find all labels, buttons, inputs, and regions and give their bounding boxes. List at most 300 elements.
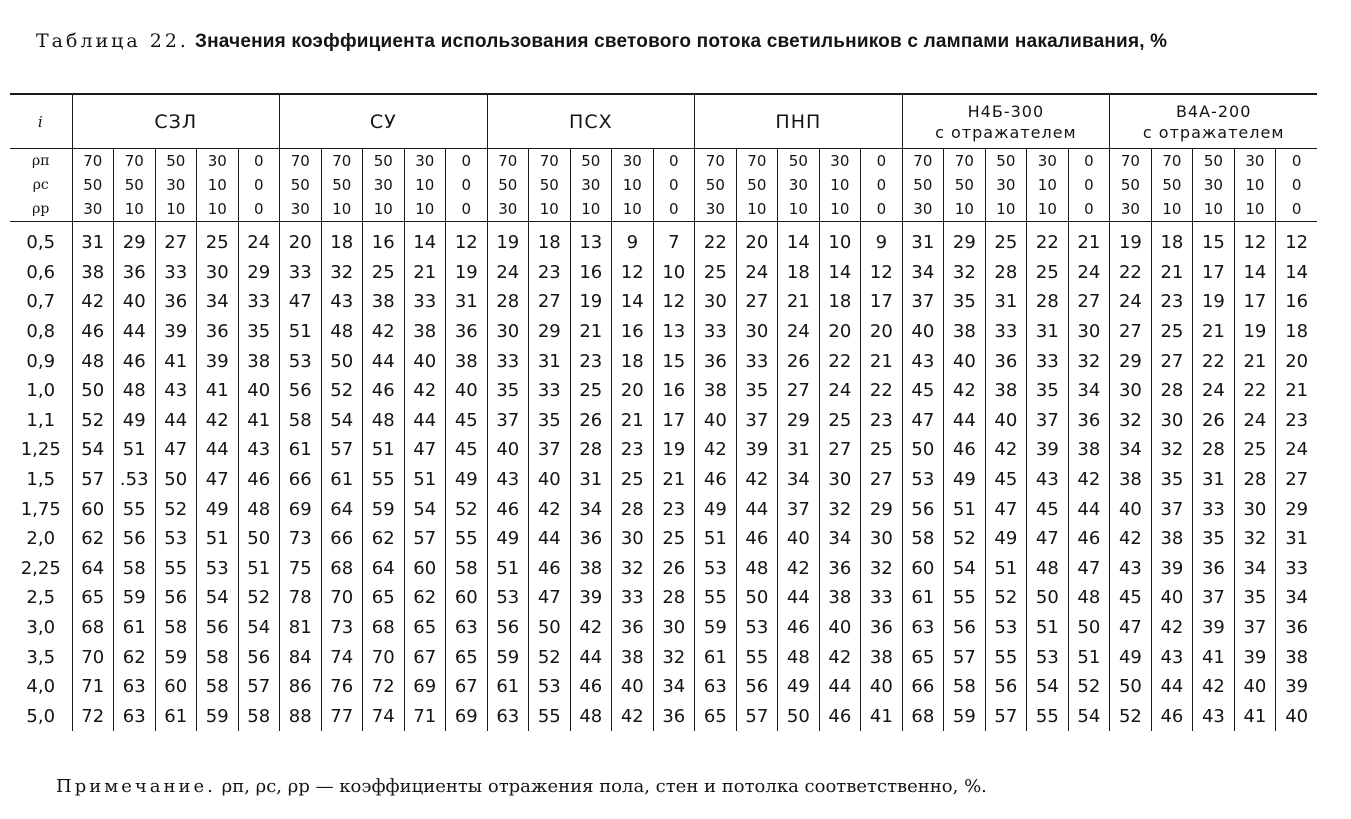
coefficient-cell: 56 xyxy=(238,642,280,672)
table-row xyxy=(10,554,1317,584)
reflectance-value: 30 xyxy=(1027,149,1069,174)
coefficient-cell: 68 xyxy=(363,613,405,643)
coefficient-cell: 49 xyxy=(985,524,1027,554)
coefficient-cell: 53 xyxy=(1027,642,1069,672)
coefficient-cell: 46 xyxy=(114,346,156,376)
coefficient-cell: 9 xyxy=(861,222,903,258)
coefficient-cell: 59 xyxy=(363,494,405,524)
group-header-1 xyxy=(280,94,488,149)
coefficient-cell: 76 xyxy=(321,672,363,702)
reflectance-value: 70 xyxy=(902,149,944,174)
reflectance-value: 70 xyxy=(1110,149,1152,174)
coefficient-cell: 68 xyxy=(72,613,114,643)
reflectance-value: 30 xyxy=(695,197,737,222)
coefficient-cell: 56 xyxy=(736,672,778,702)
coefficient-cell: 42 xyxy=(363,317,405,347)
coefficient-cell: 56 xyxy=(944,613,986,643)
coefficient-cell: 19 xyxy=(1110,222,1152,258)
table-row xyxy=(10,613,1317,643)
coefficient-cell: 46 xyxy=(695,465,737,495)
coefficient-cell: 32 xyxy=(1068,346,1110,376)
reflectance-value: 0 xyxy=(1068,149,1110,174)
reflectance-label: ρр xyxy=(10,197,72,222)
group-header-2 xyxy=(487,94,695,149)
coefficient-cell: 23 xyxy=(1276,406,1318,436)
coefficient-cell: 54 xyxy=(238,613,280,643)
coefficient-cell: 69 xyxy=(446,702,488,732)
coefficient-cell: 55 xyxy=(695,583,737,613)
reflectance-value: 70 xyxy=(280,149,322,174)
coefficient-cell: 47 xyxy=(529,583,571,613)
coefficient-cell: 30 xyxy=(1110,376,1152,406)
coefficient-cell: 27 xyxy=(1151,346,1193,376)
coefficient-cell: 55 xyxy=(985,642,1027,672)
reflectance-value: 10 xyxy=(736,197,778,222)
coefficient-cell: 15 xyxy=(653,346,695,376)
coefficient-cell: 55 xyxy=(1027,702,1069,732)
coefficient-cell: 42 xyxy=(529,494,571,524)
coefficient-cell: 41 xyxy=(861,702,903,732)
coefficient-cell: 43 xyxy=(487,465,529,495)
reflectance-value: 0 xyxy=(446,149,488,174)
coefficient-cell: 49 xyxy=(197,494,239,524)
coefficient-cell: 52 xyxy=(446,494,488,524)
coefficient-cell: 48 xyxy=(114,376,156,406)
coefficient-cell: 49 xyxy=(944,465,986,495)
coefficient-cell: 64 xyxy=(321,494,363,524)
coefficient-cell: 41 xyxy=(238,406,280,436)
coefficient-cell: 29 xyxy=(778,406,820,436)
coefficient-cell: 9 xyxy=(612,222,654,258)
reflectance-value: 10 xyxy=(1027,173,1069,197)
group-subtitle: с отражателем xyxy=(1142,122,1285,142)
coefficient-cell: 51 xyxy=(1068,642,1110,672)
coefficient-cell: 38 xyxy=(1151,524,1193,554)
coefficient-cell: 35 xyxy=(944,287,986,317)
reflectance-row-walls xyxy=(10,173,1317,197)
coefficient-cell: 41 xyxy=(197,376,239,406)
coefficient-cell: 49 xyxy=(446,465,488,495)
coefficient-cell: 38 xyxy=(1068,435,1110,465)
coefficient-cell: 20 xyxy=(612,376,654,406)
reflectance-value: 0 xyxy=(1068,197,1110,222)
group-header-4 xyxy=(902,94,1110,149)
coefficient-cell: 30 xyxy=(612,524,654,554)
reflectance-value: 10 xyxy=(363,197,405,222)
coefficient-cell: 36 xyxy=(1193,554,1235,584)
coefficient-cell: 38 xyxy=(1276,642,1318,672)
coefficient-cell: 42 xyxy=(985,435,1027,465)
coefficient-cell: 31 xyxy=(446,287,488,317)
coefficient-cell: 25 xyxy=(197,222,239,258)
coefficient-cell: 28 xyxy=(487,287,529,317)
coefficient-cell: 59 xyxy=(197,702,239,732)
coefficient-cell: 68 xyxy=(321,554,363,584)
coefficient-cell: 42 xyxy=(570,613,612,643)
reflectance-value: 50 xyxy=(736,173,778,197)
coefficient-cell: 52 xyxy=(155,494,197,524)
coefficient-cell: 12 xyxy=(446,222,488,258)
coefficient-cell: 24 xyxy=(1110,287,1152,317)
coefficient-cell: 65 xyxy=(695,702,737,732)
coefficient-cell: 25 xyxy=(612,465,654,495)
reflectance-value: 10 xyxy=(819,197,861,222)
coefficient-cell: 34 xyxy=(819,524,861,554)
coefficient-cell: 81 xyxy=(280,613,322,643)
coefficient-cell: 52 xyxy=(238,583,280,613)
coefficient-cell: 28 xyxy=(653,583,695,613)
coefficient-cell: 37 xyxy=(1027,406,1069,436)
coefficient-cell: 46 xyxy=(363,376,405,406)
coefficient-cell: 47 xyxy=(1068,554,1110,584)
coefficient-cell: 40 xyxy=(446,376,488,406)
room-index-cell: 0,7 xyxy=(26,291,56,313)
coefficient-cell: 33 xyxy=(736,346,778,376)
coefficient-cell: 40 xyxy=(1276,702,1318,732)
reflectance-value: 50 xyxy=(363,149,405,174)
reflectance-value: 0 xyxy=(653,149,695,174)
coefficient-cell: 66 xyxy=(321,524,363,554)
coefficient-cell: 30 xyxy=(819,465,861,495)
group-header-0 xyxy=(72,94,280,149)
coefficient-cell: 42 xyxy=(72,287,114,317)
coefficient-cell: 27 xyxy=(155,222,197,258)
coefficient-cell: 37 xyxy=(1234,613,1276,643)
reflectance-value: 50 xyxy=(114,173,156,197)
coefficient-cell: 40 xyxy=(612,672,654,702)
coefficient-cell: 72 xyxy=(363,672,405,702)
coefficient-cell: 48 xyxy=(1068,583,1110,613)
coefficient-cell: 15 xyxy=(1193,222,1235,258)
coefficient-cell: 56 xyxy=(197,613,239,643)
coefficient-cell: 12 xyxy=(1276,222,1318,258)
coefficient-cell: 10 xyxy=(653,258,695,288)
room-index-cell: 2,5 xyxy=(26,587,56,609)
coefficient-cell: 24 xyxy=(778,317,820,347)
coefficient-cell: 19 xyxy=(1234,317,1276,347)
coefficient-cell: 22 xyxy=(861,376,903,406)
coefficient-cell: 41 xyxy=(1234,702,1276,732)
coefficient-cell: 37 xyxy=(778,494,820,524)
coefficient-cell: 27 xyxy=(1276,465,1318,495)
coefficient-cell: 33 xyxy=(985,317,1027,347)
reflectance-value: 30 xyxy=(487,197,529,222)
coefficient-cell: 36 xyxy=(155,287,197,317)
coefficient-cell: 26 xyxy=(778,346,820,376)
coefficient-cell: 36 xyxy=(570,524,612,554)
coefficient-cell: 48 xyxy=(321,317,363,347)
coefficient-cell: 17 xyxy=(653,406,695,436)
reflectance-value: 30 xyxy=(404,149,446,174)
reflectance-value: 0 xyxy=(238,173,280,197)
coefficient-cell: 53 xyxy=(155,524,197,554)
coefficient-cell: 36 xyxy=(612,613,654,643)
coefficient-cell: 29 xyxy=(529,317,571,347)
coefficient-cell: 35 xyxy=(1193,524,1235,554)
coefficient-cell: 25 xyxy=(363,258,405,288)
coefficient-cell: 54 xyxy=(72,435,114,465)
coefficient-cell: 88 xyxy=(280,702,322,732)
coefficient-cell: 44 xyxy=(363,346,405,376)
coefficient-cell: 42 xyxy=(1193,672,1235,702)
coefficient-cell: 51 xyxy=(487,554,529,584)
coefficient-cell: 20 xyxy=(861,317,903,347)
coefficient-cell: 37 xyxy=(736,406,778,436)
coefficient-cell: 61 xyxy=(487,672,529,702)
coefficient-cell: 34 xyxy=(653,672,695,702)
coefficient-cell: 49 xyxy=(487,524,529,554)
coefficient-cell: 52 xyxy=(321,376,363,406)
coefficient-cell: 20 xyxy=(736,222,778,258)
coefficient-cell: 63 xyxy=(695,672,737,702)
coefficient-cell: 24 xyxy=(1276,435,1318,465)
coefficient-cell: 38 xyxy=(612,642,654,672)
coefficient-cell: 57 xyxy=(238,672,280,702)
coefficient-cell: 57 xyxy=(736,702,778,732)
room-index-cell: 2,25 xyxy=(20,557,61,579)
coefficient-cell: 68 xyxy=(902,702,944,732)
coefficient-cell: 32 xyxy=(1110,406,1152,436)
coefficient-cell: 22 xyxy=(695,222,737,258)
reflectance-value: 10 xyxy=(819,173,861,197)
coefficient-cell: 28 xyxy=(1151,376,1193,406)
coefficient-cell: 40 xyxy=(819,613,861,643)
coefficient-cell: 50 xyxy=(72,376,114,406)
reflectance-value: 50 xyxy=(529,173,571,197)
coefficient-cell: 25 xyxy=(819,406,861,436)
coefficient-cell: 39 xyxy=(1234,642,1276,672)
group-name: Н4Б-300 xyxy=(967,101,1045,121)
coefficient-cell: 38 xyxy=(404,317,446,347)
room-index-cell: 0,6 xyxy=(26,261,56,283)
reflectance-value: 50 xyxy=(944,173,986,197)
reflectance-value: 70 xyxy=(321,149,363,174)
coefficient-cell: 36 xyxy=(197,317,239,347)
coefficient-cell: 56 xyxy=(155,583,197,613)
coefficient-cell: 34 xyxy=(778,465,820,495)
coefficient-cell: 46 xyxy=(238,465,280,495)
reflectance-value: 50 xyxy=(1151,173,1193,197)
coefficient-cell: 70 xyxy=(321,583,363,613)
coefficient-cell: 57 xyxy=(404,524,446,554)
coefficient-cell: 39 xyxy=(155,317,197,347)
coefficient-cell: 53 xyxy=(695,554,737,584)
coefficient-cell: 39 xyxy=(1193,613,1235,643)
coefficient-cell: 25 xyxy=(861,435,903,465)
reflectance-value: 0 xyxy=(1068,173,1110,197)
reflectance-value: 0 xyxy=(1276,149,1318,174)
coefficient-cell: 45 xyxy=(1027,494,1069,524)
coefficient-cell: 16 xyxy=(1276,287,1318,317)
coefficient-cell: 58 xyxy=(155,613,197,643)
coefficient-cell: 58 xyxy=(197,642,239,672)
coefficient-cell: 65 xyxy=(446,642,488,672)
coefficient-cell: 40 xyxy=(985,406,1027,436)
coefficient-cell: 51 xyxy=(944,494,986,524)
coefficient-cell: 59 xyxy=(114,583,156,613)
coefficient-cell: 46 xyxy=(819,702,861,732)
group-header-5 xyxy=(1110,94,1318,149)
coefficient-cell: 38 xyxy=(944,317,986,347)
coefficient-cell: 40 xyxy=(529,465,571,495)
reflectance-value: 70 xyxy=(72,149,114,174)
coefficient-cell: 12 xyxy=(612,258,654,288)
reflectance-value: 50 xyxy=(487,173,529,197)
table-row xyxy=(10,317,1317,347)
coefficient-cell: 47 xyxy=(155,435,197,465)
coefficient-cell: 27 xyxy=(861,465,903,495)
coefficient-cell: 32 xyxy=(1151,435,1193,465)
coefficient-cell: 59 xyxy=(155,642,197,672)
coefficient-cell: 14 xyxy=(1276,258,1318,288)
coefficient-cell: 49 xyxy=(1110,642,1152,672)
coefficient-cell: 36 xyxy=(1276,613,1318,643)
coefficient-cell: 43 xyxy=(1110,554,1152,584)
coefficient-cell: 24 xyxy=(1068,258,1110,288)
coefficient-cell: 55 xyxy=(363,465,405,495)
coefficient-cell: 33 xyxy=(1027,346,1069,376)
coefficient-cell: .53 xyxy=(114,465,156,495)
coefficient-cell: 44 xyxy=(114,317,156,347)
coefficient-cell: 57 xyxy=(985,702,1027,732)
coefficient-cell: 55 xyxy=(944,583,986,613)
reflectance-value: 70 xyxy=(1151,149,1193,174)
coefficient-cell: 48 xyxy=(1027,554,1069,584)
coefficient-cell: 28 xyxy=(612,494,654,524)
coefficient-cell: 19 xyxy=(570,287,612,317)
coefficient-cell: 43 xyxy=(1193,702,1235,732)
reflectance-value: 10 xyxy=(944,197,986,222)
coefficient-cell: 44 xyxy=(404,406,446,436)
coefficient-cell: 7 xyxy=(653,222,695,258)
coefficient-cell: 50 xyxy=(321,346,363,376)
coefficient-cell: 36 xyxy=(861,613,903,643)
reflectance-value: 30 xyxy=(778,173,820,197)
coefficient-cell: 44 xyxy=(1068,494,1110,524)
coefficient-cell: 43 xyxy=(1027,465,1069,495)
reflectance-value: 50 xyxy=(321,173,363,197)
coefficient-cell: 27 xyxy=(736,287,778,317)
coefficient-cell: 86 xyxy=(280,672,322,702)
coefficient-cell: 56 xyxy=(487,613,529,643)
coefficient-cell: 56 xyxy=(902,494,944,524)
reflectance-value: 30 xyxy=(985,173,1027,197)
coefficient-cell: 53 xyxy=(487,583,529,613)
coefficient-cell: 74 xyxy=(321,642,363,672)
coefficient-cell: 70 xyxy=(363,642,405,672)
coefficient-cell: 65 xyxy=(363,583,405,613)
coefficient-cell: 32 xyxy=(612,554,654,584)
reflectance-value: 10 xyxy=(1234,173,1276,197)
coefficient-cell: 14 xyxy=(778,222,820,258)
room-index-cell: 1,1 xyxy=(26,409,56,431)
coefficient-cell: 48 xyxy=(778,642,820,672)
coefficient-cell: 43 xyxy=(155,376,197,406)
coefficient-cell: 41 xyxy=(155,346,197,376)
coefficient-cell: 65 xyxy=(404,613,446,643)
table-row xyxy=(10,406,1317,436)
coefficient-cell: 23 xyxy=(570,346,612,376)
coefficient-cell: 17 xyxy=(1193,258,1235,288)
coefficient-cell: 31 xyxy=(1027,317,1069,347)
coefficient-cell: 62 xyxy=(114,642,156,672)
coefficient-cell: 69 xyxy=(280,494,322,524)
coefficient-cell: 61 xyxy=(280,435,322,465)
coefficient-cell: 64 xyxy=(363,554,405,584)
coefficient-cell: 17 xyxy=(1234,287,1276,317)
coefficient-cell: 22 xyxy=(1110,258,1152,288)
coefficient-cell: 46 xyxy=(570,672,612,702)
coefficient-cell: 31 xyxy=(778,435,820,465)
coefficient-cell: 46 xyxy=(736,524,778,554)
reflectance-value: 10 xyxy=(1151,197,1193,222)
coefficient-cell: 77 xyxy=(321,702,363,732)
coefficient-cell: 33 xyxy=(404,287,446,317)
coefficient-cell: 29 xyxy=(1110,346,1152,376)
reflectance-value: 30 xyxy=(280,197,322,222)
coefficient-cell: 21 xyxy=(404,258,446,288)
coefficient-cell: 33 xyxy=(487,346,529,376)
coefficient-cell: 30 xyxy=(197,258,239,288)
coefficient-cell: 45 xyxy=(1110,583,1152,613)
coefficient-cell: 37 xyxy=(1151,494,1193,524)
coefficient-cell: 19 xyxy=(653,435,695,465)
reflectance-value: 0 xyxy=(653,197,695,222)
coefficient-cell: 31 xyxy=(1276,524,1318,554)
coefficient-cell: 26 xyxy=(570,406,612,436)
coefficient-cell: 55 xyxy=(114,494,156,524)
coefficient-cell: 31 xyxy=(902,222,944,258)
coefficient-cell: 46 xyxy=(778,613,820,643)
coefficient-cell: 54 xyxy=(197,583,239,613)
coefficient-cell: 51 xyxy=(238,554,280,584)
coefficient-cell: 27 xyxy=(529,287,571,317)
reflectance-value: 50 xyxy=(570,149,612,174)
coefficient-cell: 61 xyxy=(114,613,156,643)
coefficient-cell: 34 xyxy=(570,494,612,524)
coefficient-cell: 23 xyxy=(1151,287,1193,317)
coefficient-cell: 46 xyxy=(944,435,986,465)
coefficient-cell: 30 xyxy=(1151,406,1193,436)
coefficient-cell: 50 xyxy=(1027,583,1069,613)
footnote-lead: Примечание. xyxy=(56,776,216,797)
coefficient-cell: 55 xyxy=(529,702,571,732)
coefficient-cell: 50 xyxy=(1110,672,1152,702)
coefficient-cell: 30 xyxy=(1234,494,1276,524)
coefficient-cell: 70 xyxy=(72,642,114,672)
coefficient-cell: 60 xyxy=(902,554,944,584)
coefficient-cell: 58 xyxy=(280,406,322,436)
coefficient-cell: 38 xyxy=(819,583,861,613)
coefficient-cell: 60 xyxy=(446,583,488,613)
coefficient-cell: 78 xyxy=(280,583,322,613)
coefficient-cell: 23 xyxy=(653,494,695,524)
coefficient-cell: 58 xyxy=(114,554,156,584)
coefficient-cell: 42 xyxy=(819,642,861,672)
coefficient-cell: 32 xyxy=(944,258,986,288)
coefficient-cell: 34 xyxy=(902,258,944,288)
room-index-cell: 3,5 xyxy=(26,646,56,668)
room-index-cell: 1,75 xyxy=(20,498,61,520)
coefficient-cell: 27 xyxy=(1068,287,1110,317)
table-row xyxy=(10,583,1317,613)
coefficient-cell: 38 xyxy=(238,346,280,376)
coefficient-cell: 51 xyxy=(280,317,322,347)
coefficient-cell: 42 xyxy=(404,376,446,406)
coefficient-cell: 49 xyxy=(695,494,737,524)
coefficient-cell: 26 xyxy=(653,554,695,584)
coefficient-cell: 50 xyxy=(1068,613,1110,643)
